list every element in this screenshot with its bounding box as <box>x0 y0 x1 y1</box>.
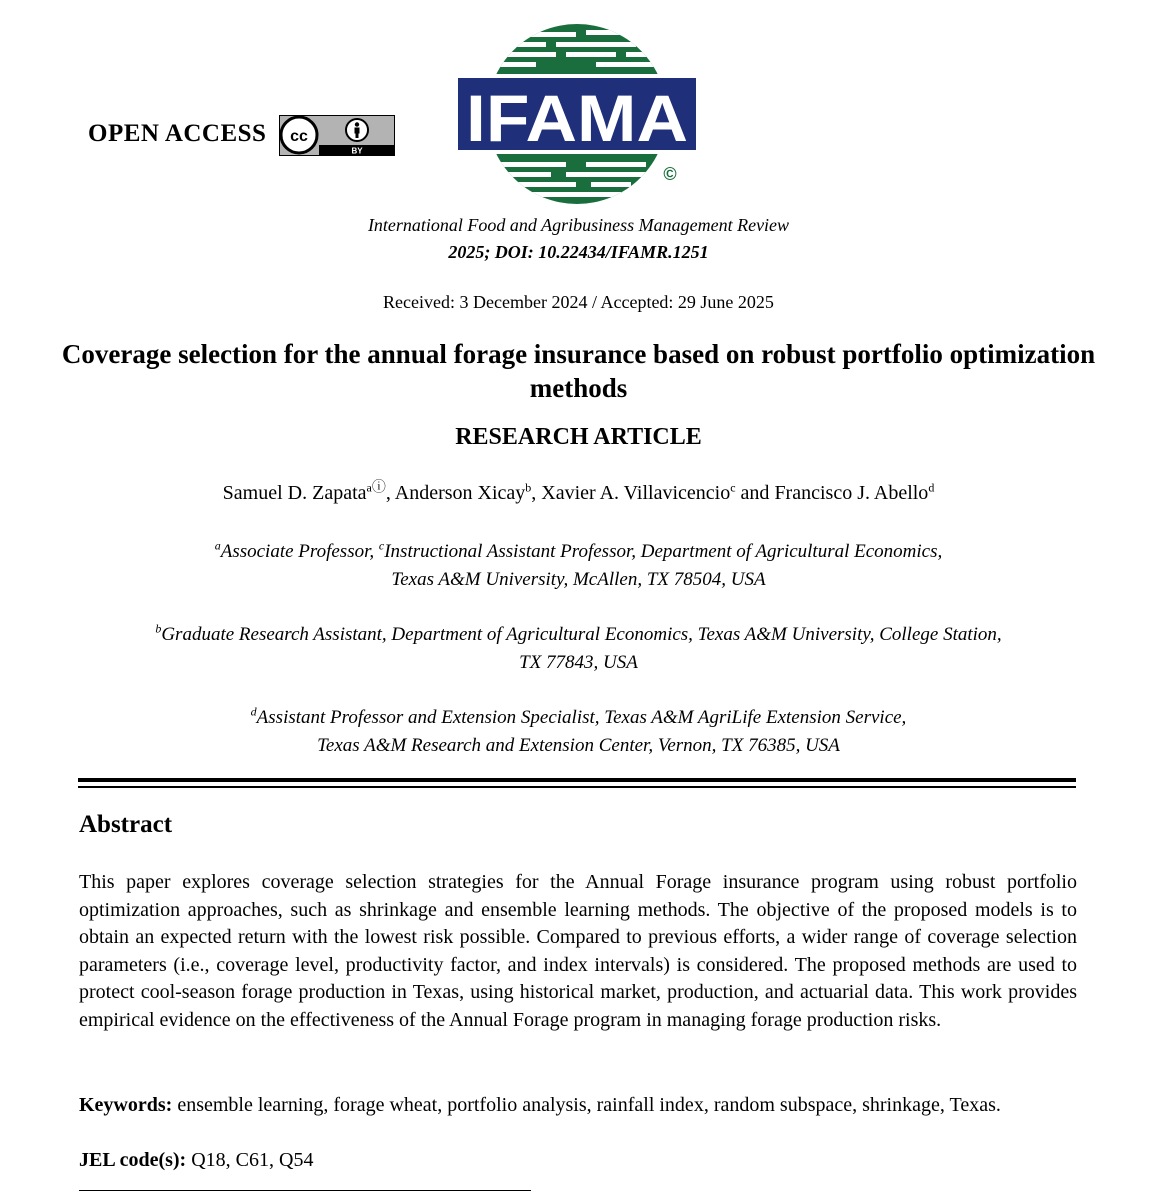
author-name[interactable]: Anderson Xicay <box>394 482 526 504</box>
affiliation-marker: c <box>378 538 385 553</box>
journal-name: International Food and Agribusiness Management Review <box>367 215 790 235</box>
affiliation-line: Texas A&M University, McAllen, TX 78504, USA <box>391 569 766 590</box>
keywords-text: ensemble learning, forage wheat, portfolio analysis, rainfall index, random subspace, shrinkage, Texas. <box>172 1094 1001 1116</box>
footnote-divider <box>79 1190 531 1191</box>
section-divider-thick <box>78 778 1076 782</box>
author-name[interactable]: Xavier A. Villavicencio <box>541 482 731 504</box>
affiliation-d <box>0 704 1157 760</box>
author-name[interactable]: Samuel D. Zapata <box>222 482 367 504</box>
cc-text: cc <box>290 128 308 145</box>
article-type: RESEARCH ARTICLE <box>455 424 702 450</box>
author-list <box>0 482 1157 505</box>
section-divider-thin <box>78 786 1076 788</box>
attribution-person-icon <box>346 119 368 141</box>
affiliation-marker: b <box>525 480 532 495</box>
cc-by-license-badge[interactable] <box>279 115 395 156</box>
author-separator: , <box>385 482 395 504</box>
jel-label: JEL code(s): <box>79 1149 187 1171</box>
author-name[interactable]: Francisco J. Abello <box>774 482 929 504</box>
affiliation-text: Associate Professor, <box>220 541 379 562</box>
affiliation-line: Texas A&M Research and Extension Center, Vernon, TX 76385, USA <box>317 735 840 756</box>
abstract-heading: Abstract <box>79 811 173 838</box>
affiliation-marker: c <box>730 480 736 495</box>
open-access-label: OPEN ACCESS <box>88 120 267 147</box>
logo-text: IFAMA <box>466 81 688 155</box>
ifama-logo <box>446 22 708 207</box>
affiliation-text: Instructional Assistant Professor, Department of Agricultural Economics, <box>384 541 943 562</box>
keywords-label: Keywords: <box>79 1094 173 1116</box>
keywords <box>79 1092 1077 1119</box>
affiliation-marker: a <box>214 538 221 553</box>
abstract-body: This paper explores coverage selection strategies for the Annual Forage insurance program using robust portfolio optimization approaches, such as shrinkage and ensemble learning methods. The objective of the proposed models is to obtain an expected return with the lowest risk possible. Compared to previous efforts, a wider range of coverage selection parameters (i.e., coverage level, productivity factor, and index intervals) is considered. The proposed methods are used to protect cool-season forage production in Texas, using historical market, production, and actuarial data. This work provides empirical evidence on the effectiveness of the Annual Forage program in managing forage production risks. <box>79 871 1077 1031</box>
affiliation-marker: d <box>928 480 935 495</box>
affiliation-line <box>0 538 1157 566</box>
jel-codes <box>79 1147 313 1174</box>
affiliation-marker: b <box>155 621 162 636</box>
received-accepted-dates: Received: 3 December 2024 / Accepted: 29 June 2025 <box>383 292 774 312</box>
affiliation-ac <box>0 538 1157 594</box>
author-separator: , <box>531 482 542 504</box>
affiliation-text: Graduate Research Assistant, Department of Agricultural Economics, Texas A&M University, College Station, <box>161 624 1002 645</box>
affiliation-b <box>0 621 1157 677</box>
affiliation-marker: a <box>366 480 372 495</box>
copyright-icon: © <box>663 164 677 184</box>
affiliation-marker: d <box>250 704 257 719</box>
affiliation-line <box>0 704 1157 732</box>
jel-text: Q18, C61, Q54 <box>186 1149 314 1171</box>
article-title: Coverage selection for the annual forage insurance based on robust portfolio optimization methods <box>61 339 1096 403</box>
affiliation-text: Assistant Professor and Extension Specialist, Texas A&M AgriLife Extension Service, <box>256 707 907 728</box>
affiliation-line <box>0 621 1157 649</box>
doi-line[interactable]: 2025; DOI: 10.22434/IFAMR.1251 <box>448 242 709 262</box>
author-separator: and <box>735 482 775 504</box>
affiliation-line: TX 77843, USA <box>519 652 638 673</box>
orcid-icon[interactable]: ⓘ <box>371 480 386 496</box>
license-by-text: BY <box>351 146 363 156</box>
